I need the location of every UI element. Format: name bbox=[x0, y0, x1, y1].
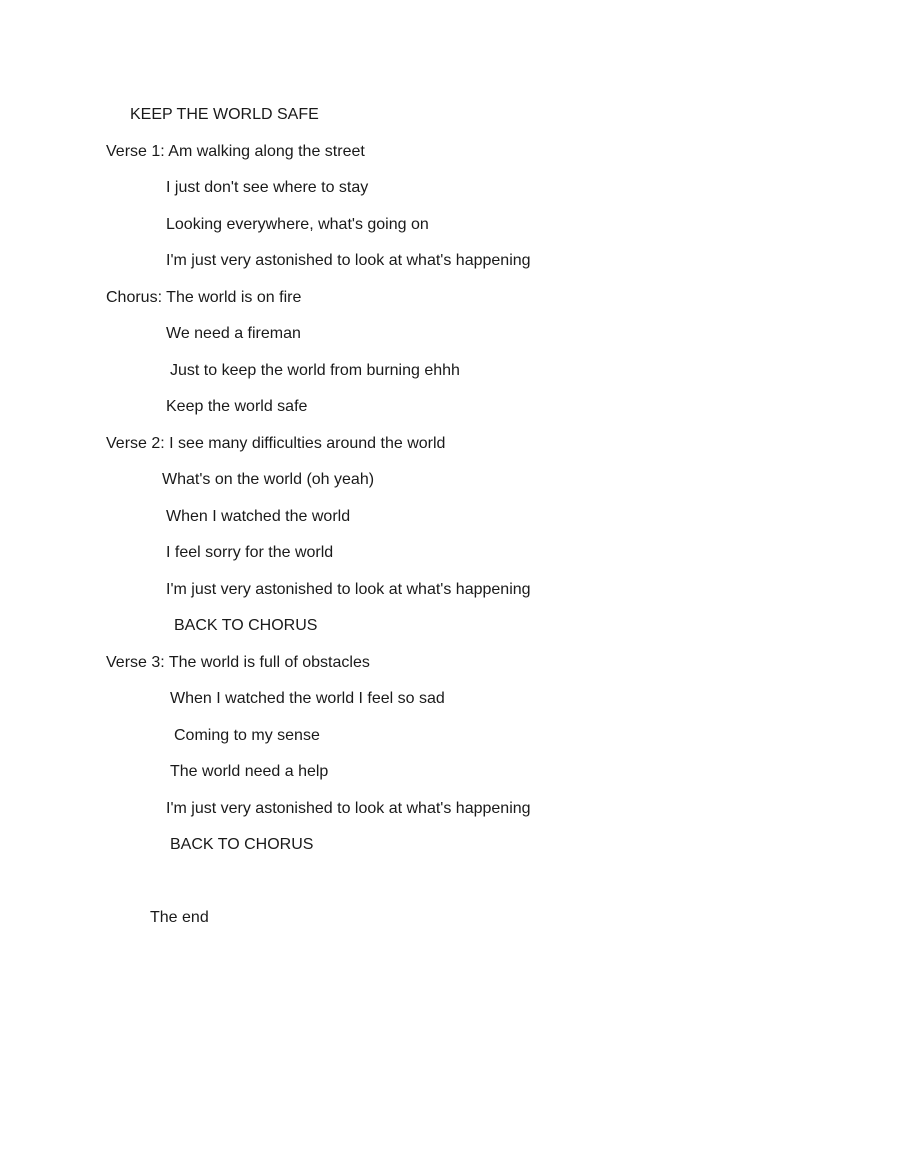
chorus-label: Chorus: The world is on fire bbox=[106, 289, 302, 306]
verse-3-line: The world need a help bbox=[170, 763, 329, 780]
verse-2-line: What's on the world (oh yeah) bbox=[162, 471, 375, 488]
verse-3-line: Coming to my sense bbox=[174, 727, 320, 744]
chorus-line: We need a fireman bbox=[166, 325, 301, 342]
verse-2-label: Verse 2: I see many difficulties around the world bbox=[106, 435, 446, 452]
verse-1-line: I just don't see where to stay bbox=[166, 179, 369, 196]
verse-1-line: I'm just very astonished to look at what's happening bbox=[166, 252, 531, 269]
back-to-chorus-note: BACK TO CHORUS bbox=[170, 836, 314, 853]
verse-3-label: Verse 3: The world is full of obstacles bbox=[106, 654, 370, 671]
song-title: KEEP THE WORLD SAFE bbox=[130, 106, 319, 123]
chorus-line: Keep the world safe bbox=[166, 398, 308, 415]
verse-3-line: I'm just very astonished to look at what's happening bbox=[166, 800, 531, 817]
song-ending: The end bbox=[150, 909, 209, 926]
chorus-line: Just to keep the world from burning ehhh bbox=[170, 362, 460, 379]
verse-3-line: When I watched the world I feel so sad bbox=[170, 690, 445, 707]
verse-2-line: I feel sorry for the world bbox=[166, 544, 334, 561]
verse-2-line: I'm just very astonished to look at what's happening bbox=[166, 581, 531, 598]
verse-1-line: Looking everywhere, what's going on bbox=[166, 216, 429, 233]
back-to-chorus-note: BACK TO CHORUS bbox=[174, 617, 318, 634]
verse-2-line: When I watched the world bbox=[166, 508, 351, 525]
verse-1-label: Verse 1: Am walking along the street bbox=[106, 143, 365, 160]
